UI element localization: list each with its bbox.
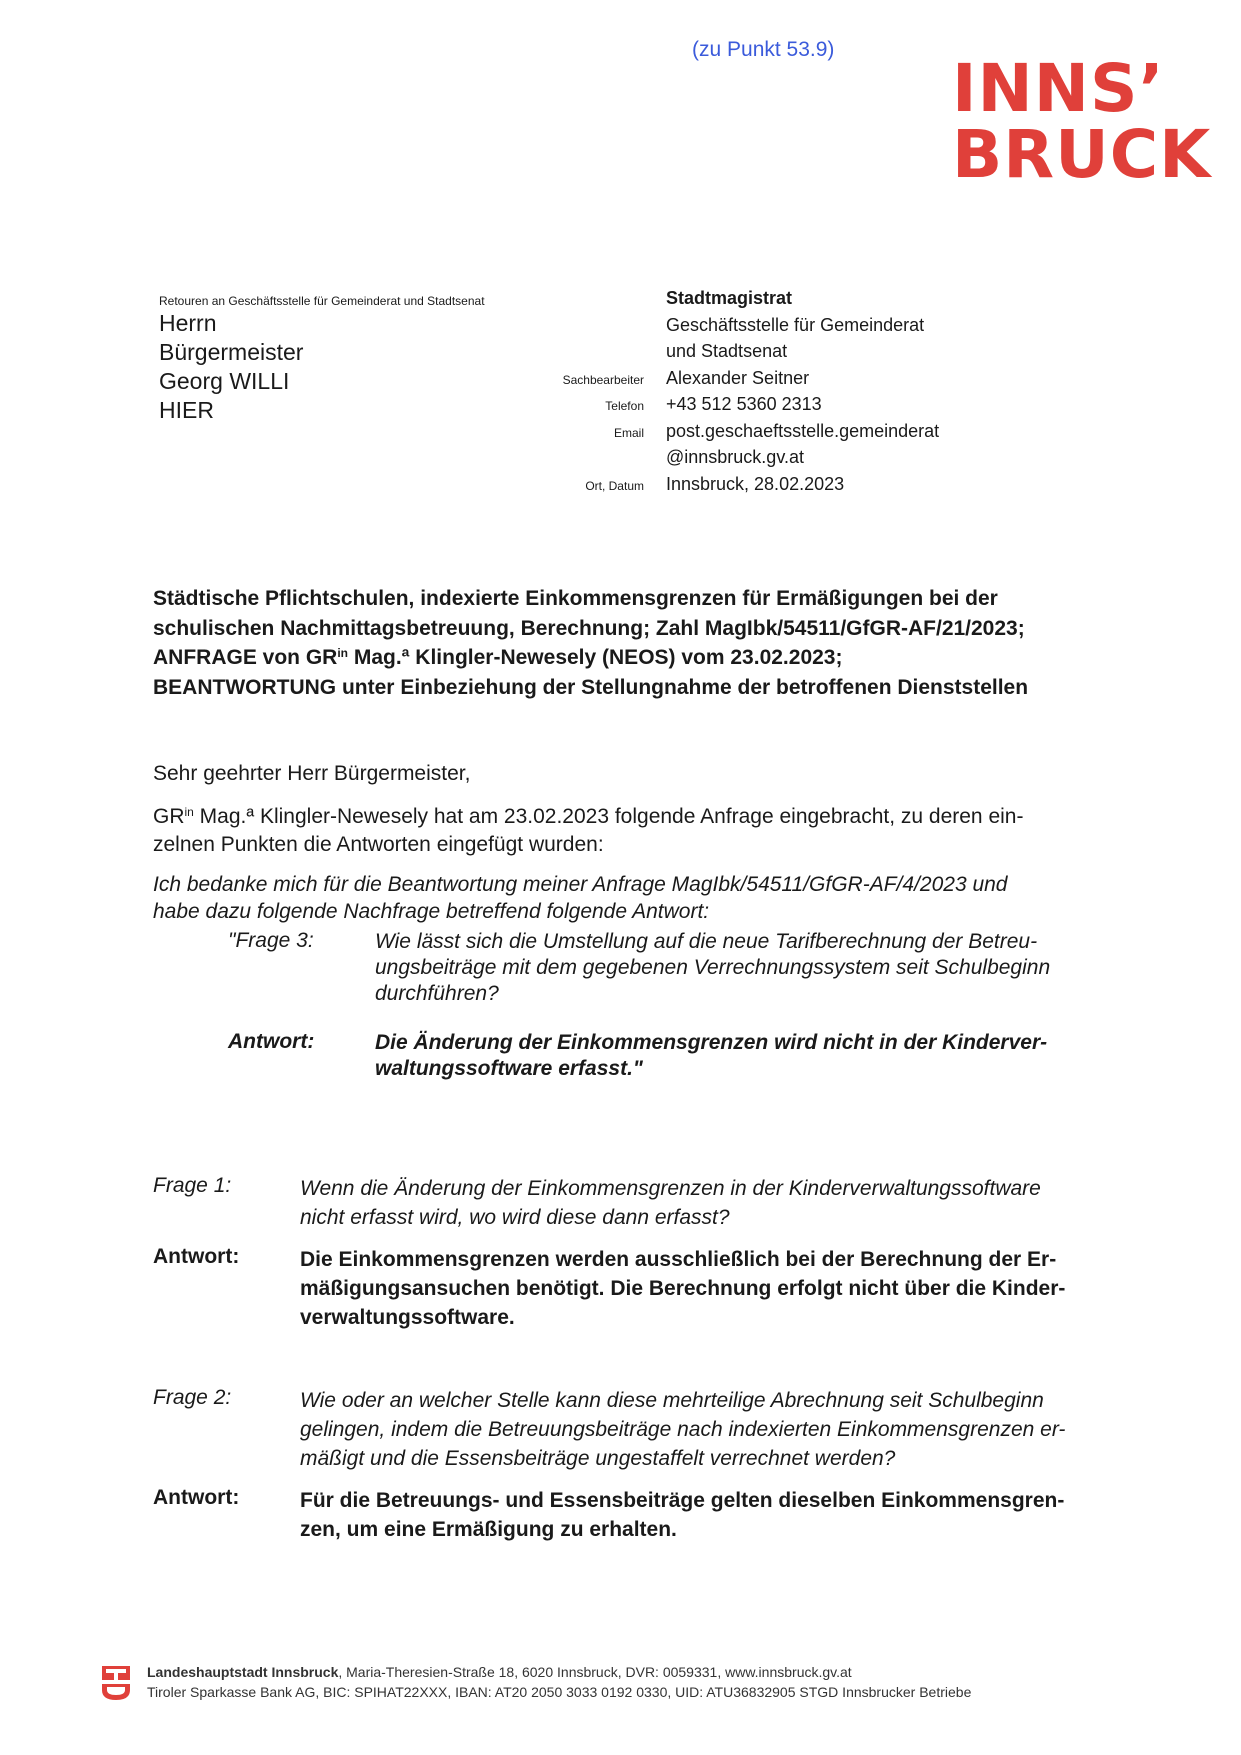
recipient-line: Herrn <box>159 310 217 336</box>
subject-line: Städtische Pflichtschulen, indexierte Einkommensgrenzen für Ermäßigungen bei der <box>153 587 998 610</box>
logo-line-2: BRUCK <box>952 116 1212 193</box>
innsbruck-logo <box>952 50 1212 193</box>
inquiry-intro: Ich bedanke mich für die Beantwortung meiner Anfrage MagIbk/54511/GfGR-AF/4/2023 und habe dazu folgende Nachfrage betreffend folgende Antwort: <box>153 873 1008 923</box>
logo-line-1: INNS’ <box>952 50 1165 127</box>
question-text: Wie oder an welcher Stelle kann diese mehrteilige Abrechnung seit Schulbeginn gelingen, indem die Betreuungsbeiträge nach indexierten Einkommensgrenzen er- mäßigt und die Essensbeiträge ungestaffelt verrechnet werden? <box>300 1389 1066 1470</box>
subject <box>153 584 1113 702</box>
sender-dept: Geschäftsstelle für Gemeinderat <box>666 314 925 335</box>
sender-dept: und Stadtsenat <box>666 341 788 361</box>
reference-note: (zu Punkt 53.9) <box>692 38 835 61</box>
phone-label: Telefon <box>605 399 644 413</box>
sender-org: Stadtmagistrat <box>666 288 793 308</box>
phone-number: +43 512 5360 2313 <box>666 394 822 414</box>
answer-text: Die Einkommensgrenzen werden ausschließlich bei der Berechnung der Er- mäßigungsansuchen benötigt. Die Berechnung erfolgt nicht über die Kinder- verwaltungssoftware. <box>300 1248 1066 1329</box>
email-address-domain: @innsbruck.gv.at <box>666 447 804 467</box>
answer-label: Antwort: <box>153 1486 240 1509</box>
footer-address: , Maria-Theresien-Straße 18, 6020 Innsbruck, DVR: 0059331, www.innsbruck.gv.at <box>338 1664 852 1680</box>
email-address: post.geschaeftsstelle.gemeinderat <box>666 420 940 441</box>
innsbruck-crest-icon <box>102 1666 130 1700</box>
footer-org: Landeshauptstadt Innsbruck <box>147 1664 339 1680</box>
answer-label: Antwort: <box>153 1245 240 1268</box>
answer-text: Für die Betreuungs- und Essensbeiträge gelten dieselben Einkommensgren- zen, um eine Ermäßigung zu erhalten. <box>300 1489 1065 1541</box>
quoted-question-label: "Frage 3: <box>228 929 314 952</box>
email-label: Email <box>613 425 644 440</box>
date-label: Ort, Datum <box>585 478 644 493</box>
question-label: Frage 1: <box>153 1174 232 1197</box>
quoted-question-text: Wie lässt sich die Umstellung auf die neue Tarifberechnung der Betreu- ungsbeiträge mit dem gegebenen Verrechnungssystem seit Schulbeginn durchführen? <box>375 930 1051 1005</box>
quoted-answer-label: Antwort: <box>228 1030 315 1053</box>
place-date: Innsbruck, 28.02.2023 <box>666 473 845 494</box>
subject-line: BEANTWORTUNG unter Einbeziehung der Stellungnahme der betroffenen Dienststellen <box>153 675 1029 699</box>
question-label: Frage 2: <box>153 1386 232 1409</box>
quoted-answer-text: Die Änderung der Einkommensgrenzen wird nicht in der Kinderver- waltungssoftware erfasst." <box>375 1031 1048 1080</box>
recipient-address <box>159 309 303 425</box>
clerk-label: Sachbearbeiter <box>562 372 644 387</box>
salutation: Sehr geehrter Herr Bürgermeister, <box>153 762 471 785</box>
footer-bank: Tiroler Sparkasse Bank AG, BIC: SPIHAT22XXX, IBAN: AT20 2050 3033 0192 0330, UID: ATU36832905 STGD Innsbrucker Betriebe <box>147 1684 972 1700</box>
subject-line: ANFRAGE von $GR^{in}$ Mag.ª Klingler-Newesely (NEOS) vom 23.02.2023; <box>153 646 843 669</box>
recipient-line: Bürgermeister <box>159 339 304 365</box>
recipient-line: HIER <box>159 397 214 423</box>
clerk-name: Alexander Seitner <box>666 367 810 388</box>
return-address: Retouren an Geschäftsstelle für Gemeinderat und Stadtsenat <box>159 294 485 308</box>
subject-line: schulischen Nachmittagsbetreuung, Berechnung; Zahl MagIbk/54511/GfGR-AF/21/2023; <box>153 616 1025 640</box>
question-text: Wenn die Änderung der Einkommensgrenzen in der Kinderverwaltungssoftware nicht erfasst wird, wo wird diese dann erfasst? <box>300 1177 1041 1229</box>
intro-paragraph: $GR^{in}$ Mag.ª Klingler-Newesely hat am 23.02.2023 folgende Anfrage eingebracht, zu deren ein- zelnen Punkten die Antworten eingefügt wurden: <box>153 805 1024 856</box>
recipient-line: Georg WILLI <box>159 368 290 394</box>
sender-block <box>540 285 1020 497</box>
